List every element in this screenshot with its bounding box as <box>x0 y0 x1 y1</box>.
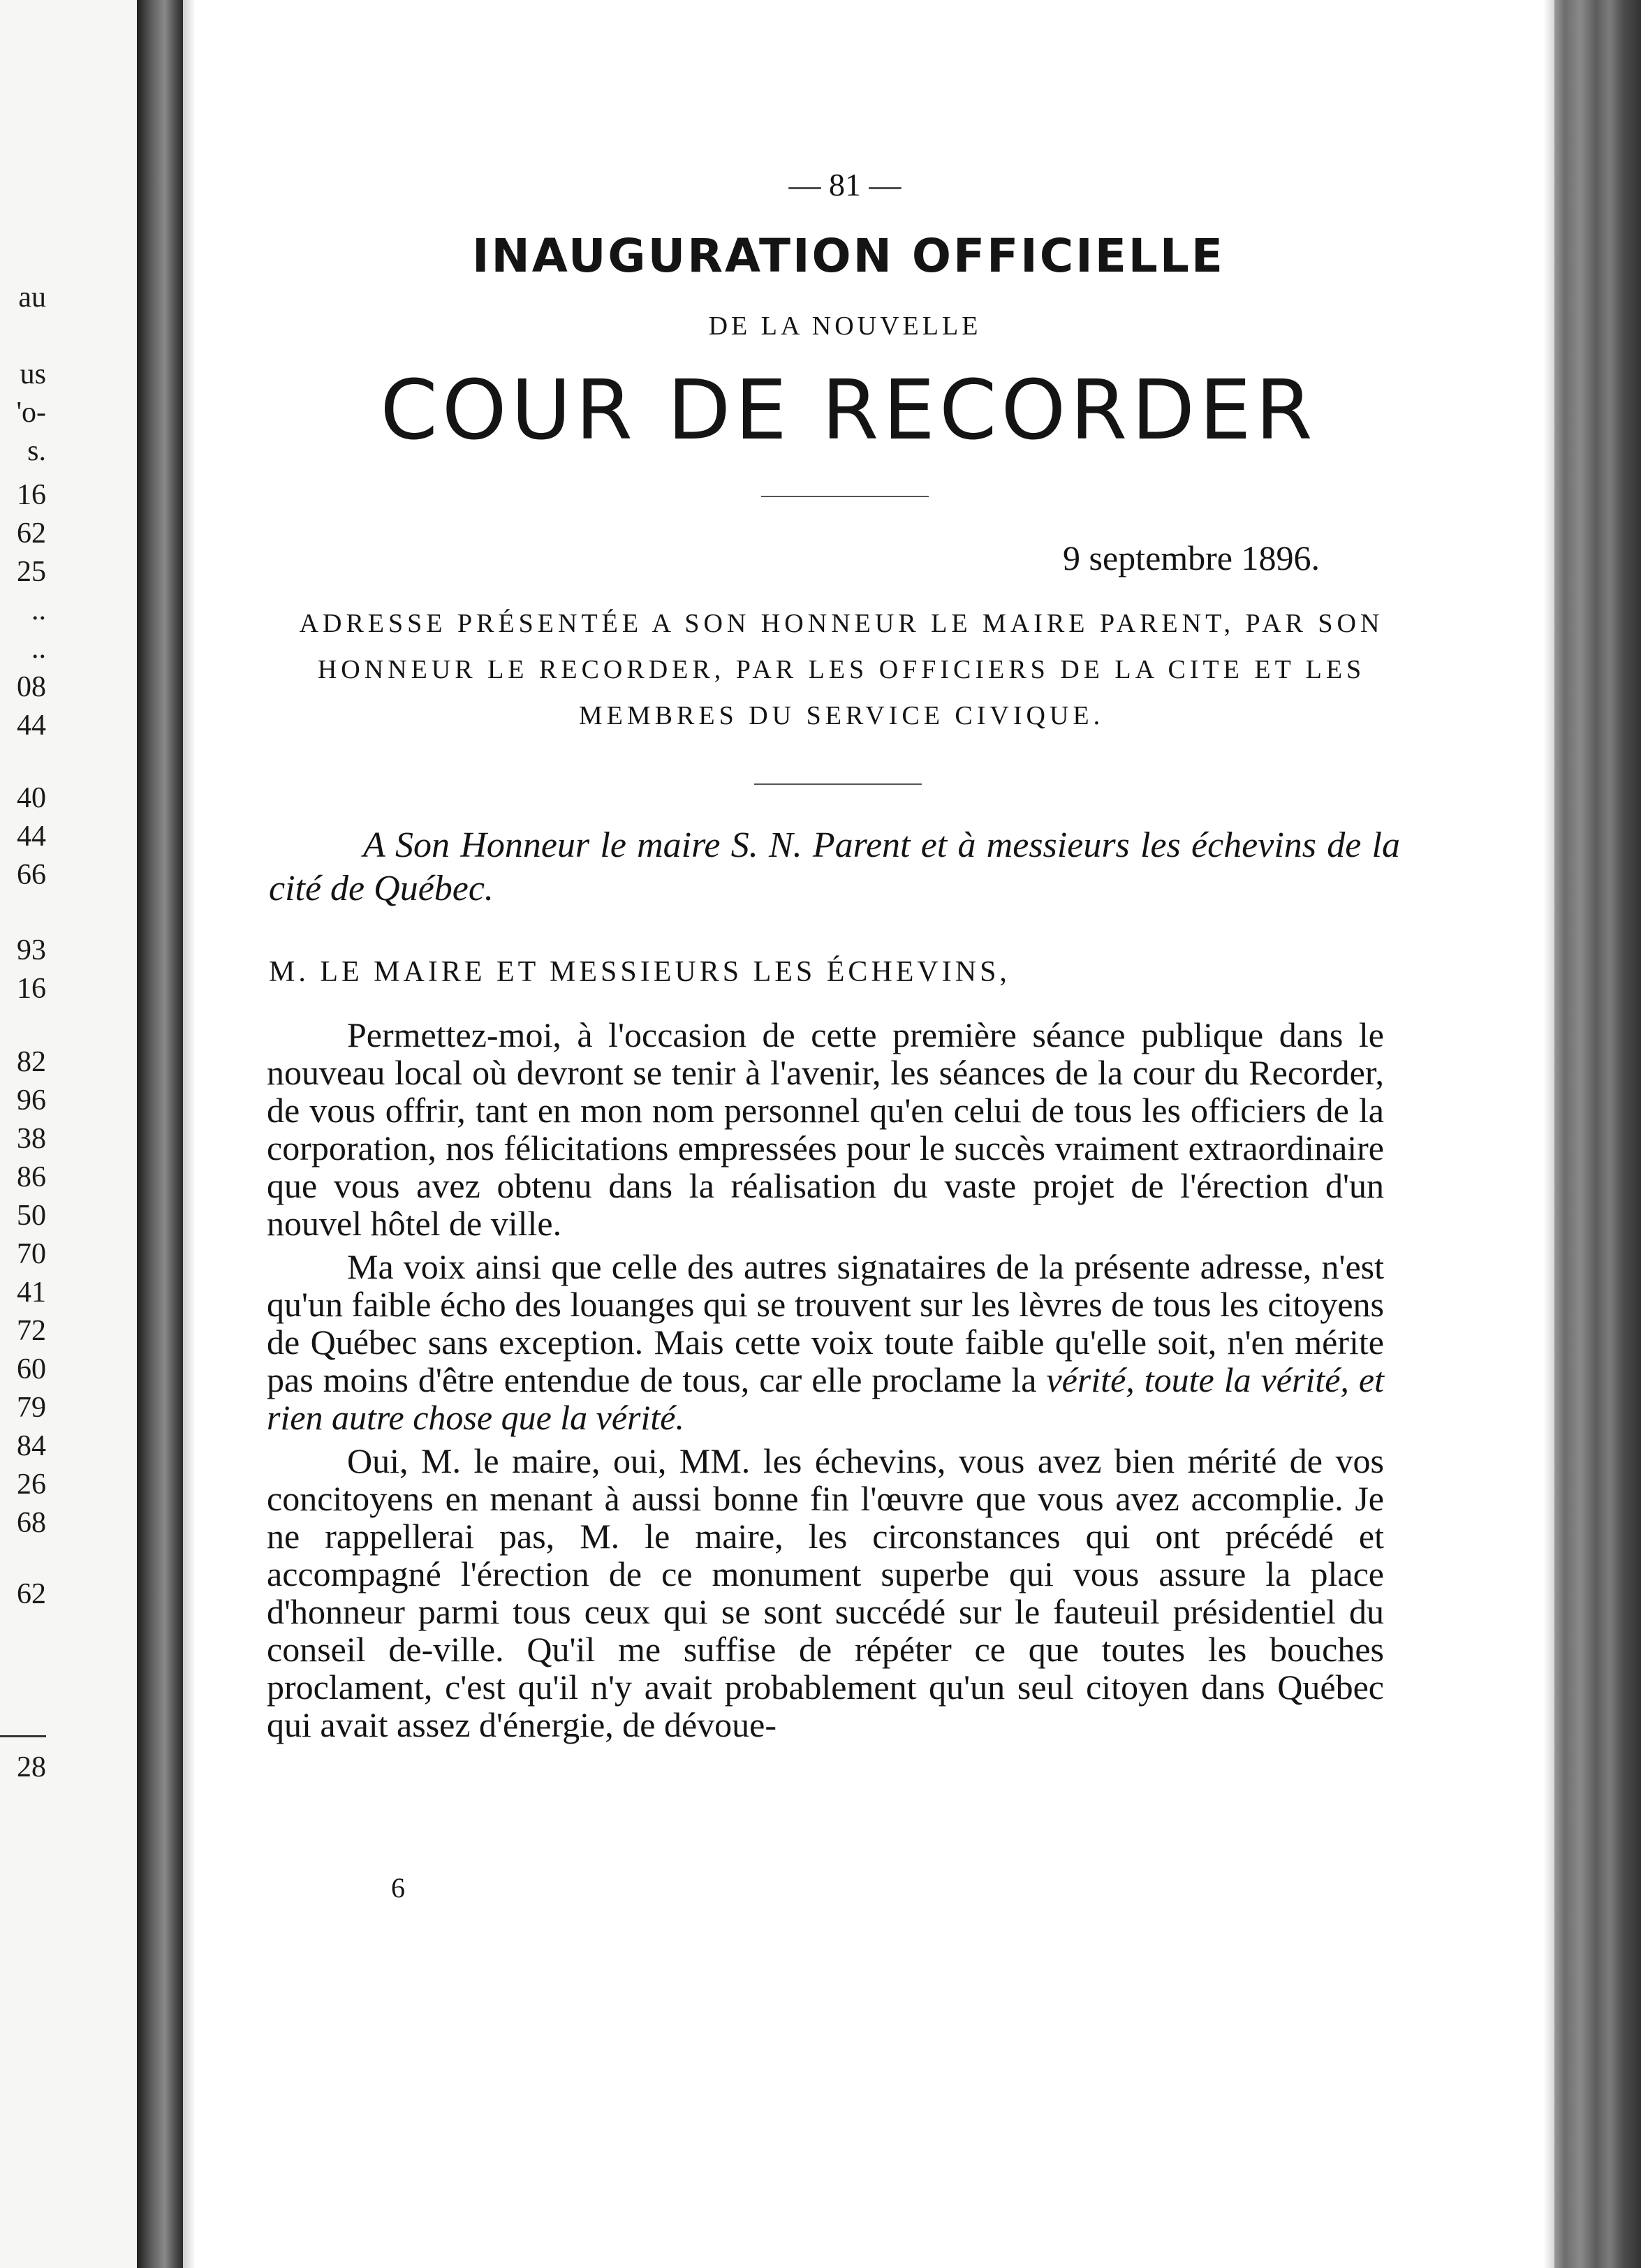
margin-number: 60 <box>17 1353 46 1385</box>
margin-number: 79 <box>17 1392 46 1424</box>
page-stack-edge <box>1554 0 1641 2268</box>
margin-number: 16 <box>17 479 46 511</box>
margin-number: au <box>18 281 46 314</box>
margin-number: 40 <box>17 782 46 814</box>
title-main: COUR DE RECORDER <box>380 362 1317 458</box>
margin-number: us <box>20 358 46 390</box>
margin-number: 93 <box>17 934 46 966</box>
margin-number: 72 <box>17 1315 46 1347</box>
margin-number: 82 <box>17 1046 46 1078</box>
margin-number: .. <box>31 594 46 626</box>
margin-number: 84 <box>17 1430 46 1462</box>
paragraph-3: Oui, M. le maire, oui, MM. les échevins, vous avez bien mérité de vos concitoyens en menant à aussi bonne fin l'œuvre que vous avez accomplie. Je ne rappellerai pas, M. le maire, les circonstances qui ont précédé et accompagné l'érection de ce monument superbe qui vous assure la place d'honneur parmi tous ceux qui se sont succédé sur le fauteuil présidentiel du conseil de-ville. Qu'il me suffise de répéter ce que toutes les bouches proclament, c'est qu'il n'y avait probablement qu'un seul citoyen dans Québec qui avait assez d'énergie, de dévoue- <box>267 1441 1384 1744</box>
salutation: M. LE MAIRE ET MESSIEURS LES ÉCHEVINS, <box>269 956 1010 988</box>
margin-number: 66 <box>17 859 46 891</box>
address-heading: ADRESSE PRÉSENTÉE A SON HONNEUR LE MAIRE PARENT, PAR SON HONNEUR LE RECORDER, PAR LES OFFICIERS DE LA CITE ET LES MEMBRES DU SERVICE CIVIQUE. <box>299 609 1384 730</box>
margin-number: 08 <box>17 671 46 703</box>
book-gutter <box>137 0 183 2268</box>
margin-number: 26 <box>17 1468 46 1501</box>
margin-number: 62 <box>17 517 46 550</box>
margin-number: 44 <box>17 820 46 853</box>
margin-number: 86 <box>17 1161 46 1193</box>
margin-number: 68 <box>17 1507 46 1539</box>
body-text <box>267 1016 1384 1749</box>
facing-page-margin-numbers <box>0 0 137 2268</box>
margin-number: 16 <box>17 973 46 1005</box>
page-number: — 81 — <box>788 167 902 202</box>
margin-number: 62 <box>17 1578 46 1610</box>
dedication: A Son Honneur le maire S. N. Parent et à messieurs les échevins de la cité de Québec. <box>269 825 1400 908</box>
margin-number: 50 <box>17 1200 46 1232</box>
paragraph-1: Permettez-moi, à l'occasion de cette première séance publique dans le nouveau local où devront se tenir à l'avenir, les séances de la cour du Recorder, de vous offrir, tant en mon nom personnel qu'en celui de tous les officiers de la corporation, nos félicitations empressées pour le succès vraiment extraordinaire que vous avez obtenu dans la réalisation du vaste projet de l'érection d'un nouvel hôtel de ville. <box>267 1015 1384 1243</box>
title-inauguration: INAUGURATION OFFICIELLE <box>472 229 1225 283</box>
margin-number: 25 <box>17 556 46 588</box>
margin-number: 28 <box>17 1751 46 1783</box>
margin-number: 'o- <box>16 397 46 429</box>
date-line: 9 septembre 1896. <box>1063 538 1320 577</box>
facing-page <box>0 0 137 2268</box>
signature-mark: 6 <box>391 1872 405 1904</box>
paragraph-2 <box>267 1248 1384 1436</box>
paragraph-2-italic: vérité, toute la vérité, et rien autre chose que la vérité. <box>267 1360 1384 1437</box>
title-subtitle: DE LA NOUVELLE <box>708 311 982 341</box>
title-divider <box>761 496 929 497</box>
paragraph-2-text: Ma voix ainsi que celle des autres signataires de la présente adresse, n'est qu'un faible écho des louanges qui se trouvent sur les lèvres de tous les citoyens de Québec sans exception. Mais cette voix toute faible qu'elle soit, n'en mérite pas moins d'être entendue de tous, car elle proclame la <box>267 1247 1384 1399</box>
margin-number: 96 <box>17 1084 46 1117</box>
margin-number: 41 <box>17 1276 46 1309</box>
facing-page-rule <box>0 1735 46 1737</box>
heading-divider <box>754 783 922 785</box>
margin-number: s. <box>27 435 46 467</box>
margin-number: 38 <box>17 1123 46 1155</box>
page-edge-shadow <box>1543 0 1554 2268</box>
margin-number: 44 <box>17 709 46 742</box>
margin-number: .. <box>31 633 46 665</box>
margin-number: 70 <box>17 1238 46 1270</box>
gutter-shadow <box>183 0 196 2268</box>
